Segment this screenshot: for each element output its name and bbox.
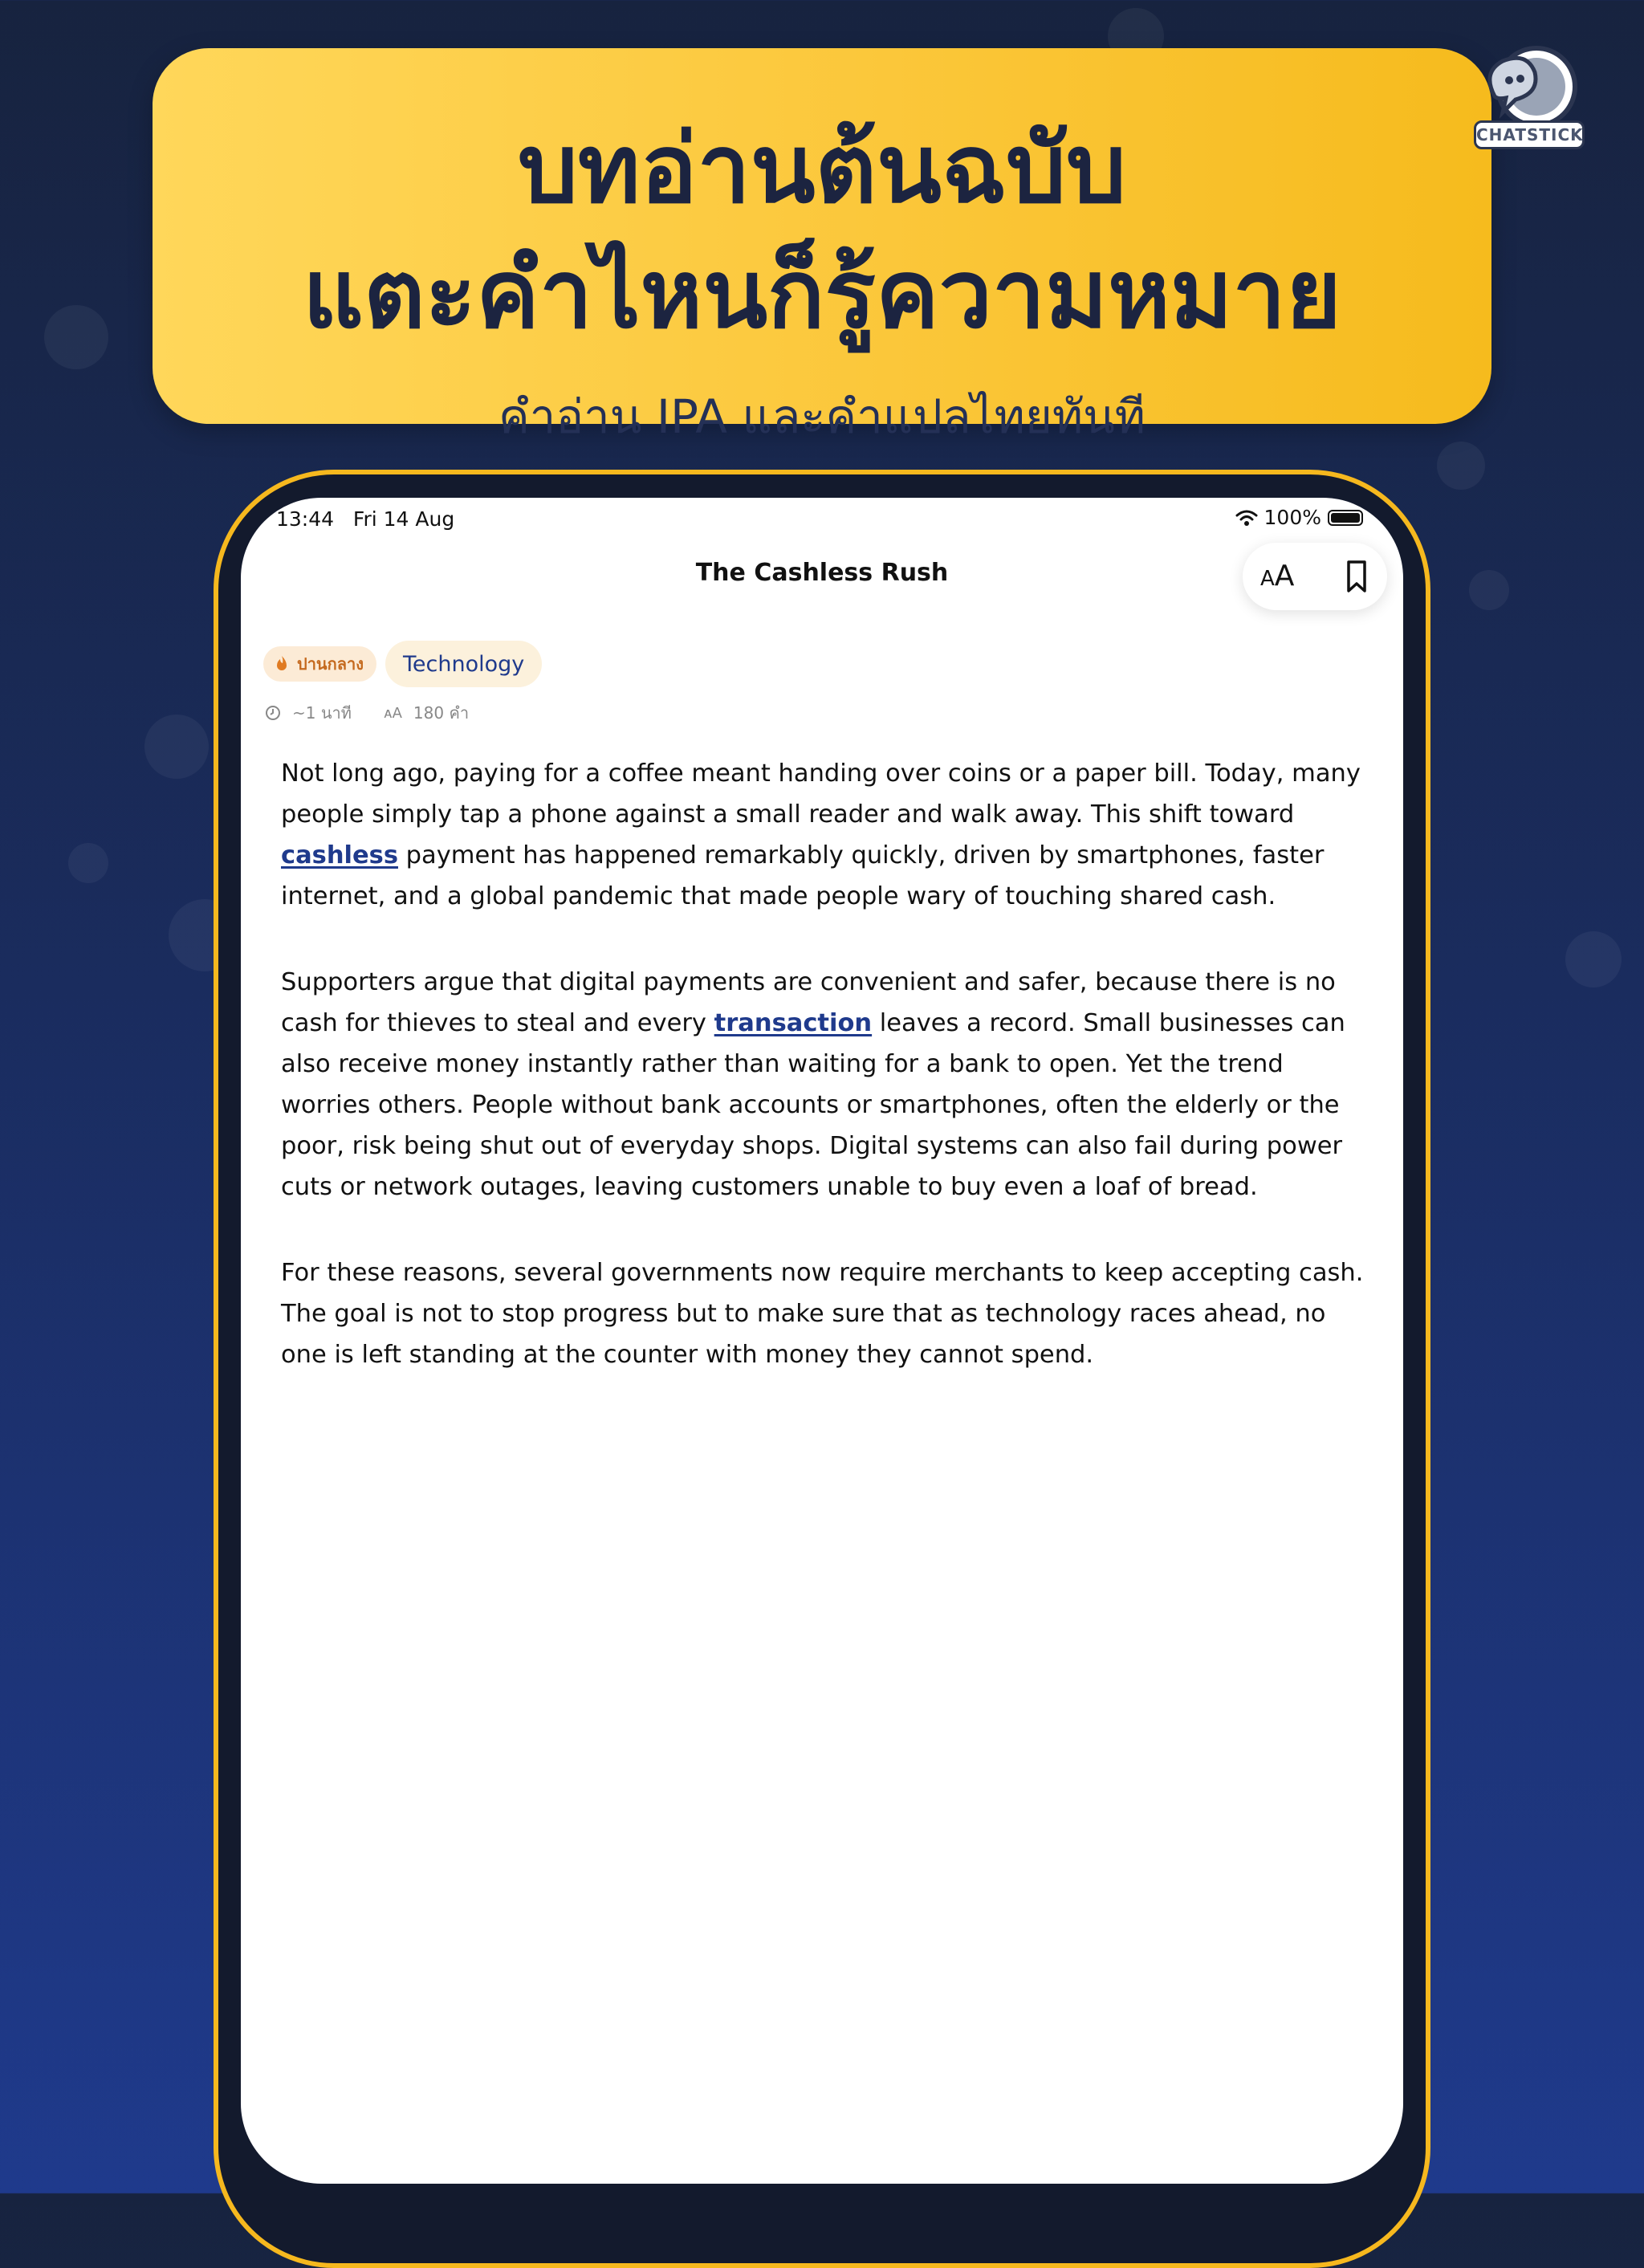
background-bokeh (44, 305, 108, 369)
word-count: 180 คำ (413, 703, 470, 723)
article-body (281, 753, 1366, 1420)
paragraph-text: Supporters argue that digital payments are convenient and safer, because there is no cash for thieves to steal and every (281, 968, 1336, 1037)
status-date: Fri 14 Aug (352, 507, 455, 531)
tablet-screen (241, 498, 1403, 2184)
status-bar-time (276, 507, 454, 531)
background-bokeh (1469, 570, 1509, 610)
background-bokeh (144, 715, 209, 779)
topic-tag: Technology (385, 641, 542, 687)
resize-corner-icon (1352, 2132, 1400, 2180)
article-paragraph (281, 962, 1366, 1207)
vocab-word-transaction[interactable]: transaction (714, 1009, 873, 1037)
difficulty-label: ปานกลาง (297, 654, 364, 674)
clock-icon (265, 705, 281, 721)
background-bokeh (1565, 931, 1622, 987)
article-title: The Cashless Rush (695, 559, 949, 587)
flame-icon (275, 655, 289, 673)
status-time: 13:44 (276, 507, 335, 531)
article-paragraph (281, 753, 1366, 917)
wifi-icon (1235, 509, 1258, 527)
article-meta (265, 700, 469, 726)
battery-icon (1328, 510, 1363, 526)
paragraph-text: leaves a record. Small businesses can also receive money instantly rather than waiting for a bank to open. Yet the trend worries others. People without bank accounts or smartphones, often the elderly or the poor, risk being shut out of everyday shops. Digital systems can also fail during power cuts or network outages, leaving customers unable to buy even a loaf of bread. (281, 1009, 1345, 1201)
paragraph-text: For these reasons, several governments now require merchants to keep accepting cash. The goal is not to stop progress but to make sure that as technology races ahead, no one is left standing at the counter with money they cannot spend. (281, 1259, 1364, 1369)
paragraph-text: Not long ago, paying for a coffee meant handing over coins or a paper bill. Today, many people simply tap a phone against a small reader and walk away. This shift toward (281, 759, 1361, 829)
logo-wordmark: CHATSTICK (1474, 120, 1585, 149)
banner-subtitle: คำอ่าน IPA และคำแปลไทยทันที (498, 389, 1146, 444)
background-bokeh (68, 843, 108, 883)
text-size-icon: AA (1260, 560, 1295, 592)
background-bokeh (1437, 442, 1485, 490)
status-bar-indicators (1235, 506, 1363, 529)
text-size-button[interactable] (1260, 557, 1308, 596)
banner-headline-line1: บทอ่านต้นฉบับ (518, 113, 1126, 224)
article-paragraph (281, 1252, 1366, 1375)
battery-percent: 100% (1264, 506, 1321, 529)
difficulty-tag (263, 646, 376, 682)
reader-toolbar (1243, 543, 1387, 610)
vocab-word-cashless[interactable]: cashless (281, 841, 398, 869)
bookmark-icon[interactable] (1341, 559, 1373, 594)
banner-headline-line2: แตะคำไหนก็รู้ความหมาย (302, 238, 1342, 349)
paragraph-text: payment has happened remarkably quickly, driven by smartphones, faster internet, and a global pandemic that made people wary of touching shared cash. (281, 841, 1325, 910)
promo-banner (153, 48, 1491, 444)
read-time: ~1 นาที (292, 703, 352, 723)
font-size-icon: ᴀA (383, 704, 402, 722)
